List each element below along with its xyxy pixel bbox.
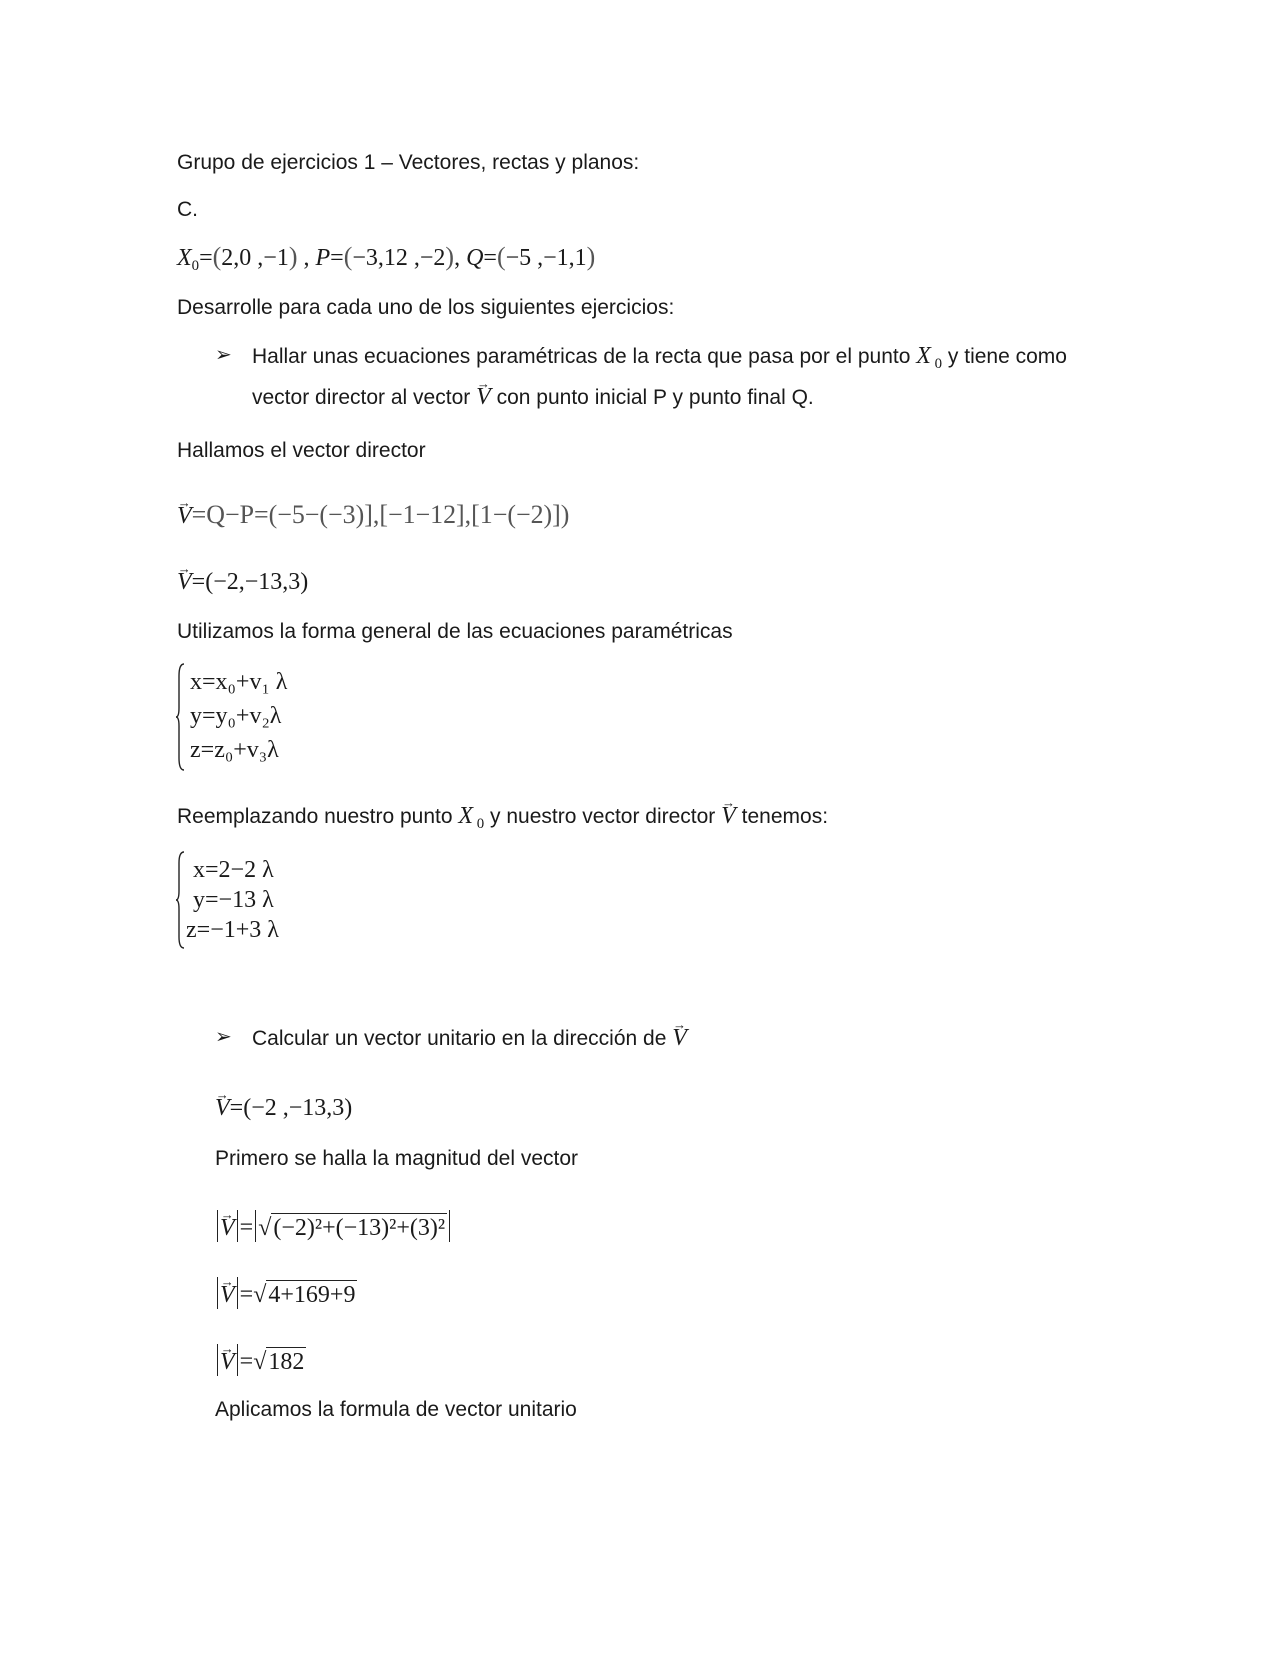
magnitude-equation-2: → V =√4+169+9 [215,1277,357,1309]
document-title: Grupo de ejercicios 1 – Vectores, rectas y planos: [177,151,640,174]
vector-v-symbol: → V [721,803,736,829]
vector-subtraction-expression: =Q−P=(−5−(−3)],[−1−12],[1−(−2)]) [191,500,570,529]
sqrt-icon: √ [253,1348,267,1375]
point-q-value: −5 ,−1,1 [505,245,587,271]
left-brace-icon [176,850,186,950]
exercise-2-vector-expression: =(−2 ,−13,3) [229,1095,353,1121]
step-magnitude: Primero se halla la magnitud del vector [215,1147,579,1170]
param-eq-x: x=2−2 λ [193,857,274,883]
exercise-1-line-2 [252,385,814,409]
step-replace-text-b: y nuestro vector director [490,805,716,828]
exercise-2-line [252,1026,687,1050]
sqrt-icon: √ [253,1281,267,1308]
vector-result-equation: → V=(−2,−13,3) [177,570,308,594]
step-replace [177,803,829,833]
section-label: C. [177,198,198,221]
exercise-1-text-d: con punto inicial P y punto final Q. [496,386,814,409]
exercise-1-text-b: y tiene como [947,345,1067,368]
step-replace-text-a: Reemplazando nuestro punto [177,805,453,828]
bullet-arrow-icon: ➢ [215,1026,232,1048]
vector-v-symbol: → V [476,384,491,410]
bullet-arrow-icon: ➢ [215,344,232,366]
step-find-vector: Hallamos el vector director [177,439,426,462]
general-eq-y: y=y₀+v₂λ [190,703,282,729]
sqrt-icon: √ [258,1214,272,1241]
magnitude-equation-1: → V = √(−2)²+(−13)²+(3)² [215,1210,452,1242]
point-x0-symbol: X $_0$ [916,343,943,373]
general-eq-x: x=x₀+v₁ λ [190,669,288,695]
vector-subtraction-equation: → V=Q−P=(−5−(−3)],[−1−12],[1−(−2)]) [177,502,569,528]
vector-result-expression: =(−2,−13,3) [191,569,309,595]
magnitude-radicand-3: 182 [268,1348,305,1375]
left-brace-icon [176,662,186,772]
exercise-2-vector-equation: → V=(−2 ,−13,3) [215,1096,352,1120]
step-unit-vector: Aplicamos la formula de vector unitario [215,1398,577,1421]
param-eq-y: y=−13 λ [193,887,274,913]
instructions-text: Desarrolle para cada uno de los siguientes ejercicios: [177,296,675,319]
vector-v-symbol: → V [672,1025,687,1051]
magnitude-equation-3: → V =√182 [215,1344,306,1376]
exercise-1-text-a: Hallar unas ecuaciones paramétricas de la recta que pasa por el punto [252,345,911,368]
exercise-1-text-c: vector director al vector [252,386,471,409]
exercise-1-line-1 [252,343,1067,373]
step-general-form: Utilizamos la forma general de las ecuaciones paramétricas [177,620,733,643]
magnitude-radicand-1: (−2)²+(−13)²+(3)² [273,1214,446,1241]
point-x0-symbol: X $_0$ [458,803,485,833]
param-eq-z: z=−1+3 λ [186,917,279,943]
point-x0-value: 2,0 ,−1 [221,245,289,271]
step-replace-text-c: tenemos: [741,805,829,828]
general-eq-z: z=z₀+v₃λ [190,737,279,763]
exercise-2-text: Calcular un vector unitario en la dirección de [252,1027,667,1050]
point-p-value: −3,12 ,−2 [352,245,446,271]
given-points-equation: $X_0=(2,0$ ,−1) , P=(−3,12 ,−2), Q=(−5 ,−1,1) [177,242,596,275]
magnitude-radicand-2: 4+169+9 [268,1281,356,1308]
